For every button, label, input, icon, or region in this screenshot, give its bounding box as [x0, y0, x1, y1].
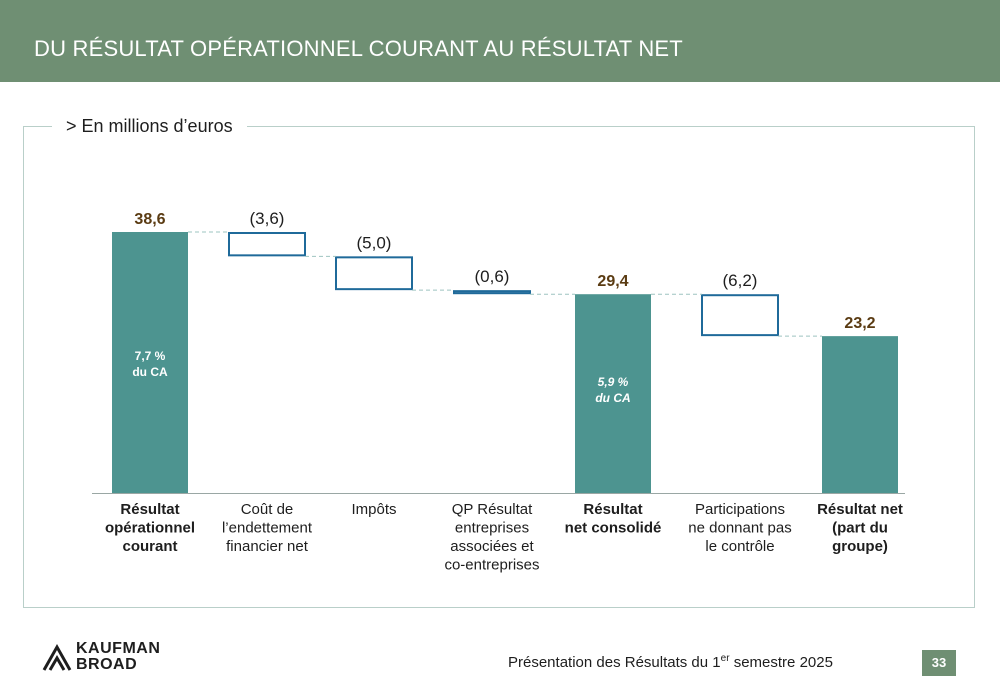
- category-label-5-0: Participations: [694, 501, 786, 518]
- bar-delta-5: [702, 295, 778, 335]
- value-label-3: (0,6): [474, 267, 510, 287]
- logo-wordmark: [76, 641, 160, 673]
- bar-annotation-0-1: du CA: [132, 365, 168, 379]
- bar-annotation-4-1: du CA: [595, 391, 631, 405]
- category-label-3-3: co-entreprises: [444, 556, 540, 574]
- category-label-2-0: Impôts: [351, 501, 397, 518]
- value-label-6: 23,2: [844, 315, 876, 333]
- value-label-5: (6,2): [722, 271, 758, 291]
- value-label-4: 29,4: [597, 273, 629, 291]
- logo-line-1: KAUFMAN: [76, 640, 161, 657]
- bar-delta-1: [229, 233, 305, 255]
- category-label-3-0: QP Résultat: [451, 501, 533, 518]
- category-label-1-2: financier net: [226, 538, 308, 555]
- category-label-5-2: le contrôle: [705, 538, 775, 555]
- page-number: 33: [922, 650, 956, 676]
- category-label-3-2: associées et: [450, 538, 534, 555]
- footer-caption-main: Présentation des Résultats du 1: [508, 654, 721, 671]
- category-label-6-2: groupe): [832, 538, 888, 555]
- category-label-0-0: Résultat: [120, 501, 180, 518]
- footer-caption-sup: er: [720, 653, 730, 664]
- category-label-1-0: Coût de: [240, 501, 294, 518]
- bar-total-6: [822, 336, 898, 493]
- company-logo: [42, 640, 192, 678]
- bar-delta-2: [336, 257, 412, 289]
- bar-annotation-4-0: 5,9 %: [597, 375, 629, 389]
- category-label-4-0: Résultat: [583, 501, 643, 518]
- category-label-0-2: courant: [122, 538, 178, 555]
- footer-caption: [508, 653, 833, 671]
- category-label-6-1: (part du: [832, 519, 888, 537]
- category-label-1-1: l’endettement: [221, 519, 313, 537]
- value-label-2: (5,0): [356, 233, 392, 253]
- footer-caption-end: semestre 2025: [729, 654, 833, 671]
- category-label-3-1: entreprises: [454, 519, 530, 537]
- category-label-5-1: ne donnant pas: [688, 519, 792, 537]
- logo-line-2: BROAD: [76, 656, 138, 673]
- bar-delta-3: [454, 291, 530, 293]
- unit-label: > En millions d’euros: [52, 116, 247, 137]
- value-label-1: (3,6): [249, 209, 285, 228]
- category-label-0-1: opérationnel: [104, 519, 196, 537]
- logo-mark-icon: [42, 643, 72, 673]
- category-label-4-1: net consolidé: [564, 519, 662, 537]
- bar-annotation-0-0: 7,7 %: [134, 349, 166, 363]
- page-title: DU RÉSULTAT OPÉRATIONNEL COURANT AU RÉSULTAT NET: [34, 36, 683, 61]
- value-label-0: 38,6: [134, 211, 166, 228]
- category-label-6-0: Résultat net: [817, 501, 903, 518]
